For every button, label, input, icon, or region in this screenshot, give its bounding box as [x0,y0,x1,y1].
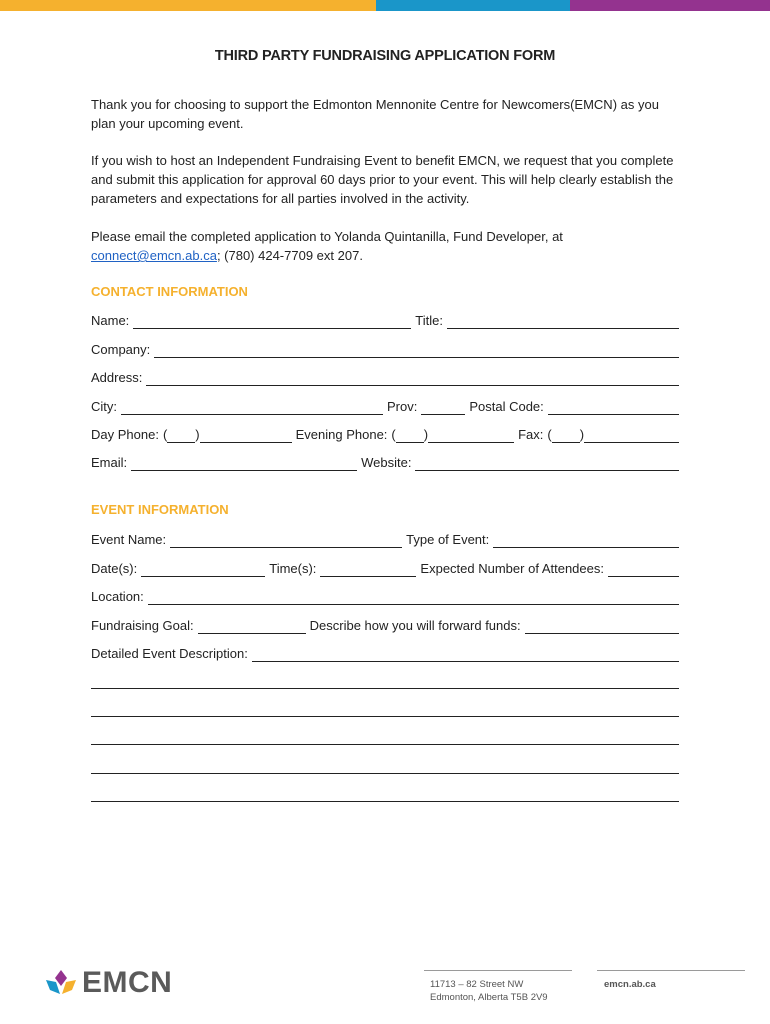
times-field[interactable] [320,562,416,577]
prov-field[interactable] [421,400,465,415]
description-line-1[interactable] [91,688,679,689]
phone-fax-row: Day Phone: ( ) Evening Phone: ( ) Fax: ( ) [91,425,679,443]
fax-label: Fax: [518,427,544,442]
name-label: Name: [91,313,130,328]
maple-leaf-icon [44,968,78,998]
forward-funds-label: Describe how you will forward funds: [309,618,521,633]
city-prov-postal-row [91,397,679,415]
attendees-label: Expected Number of Attendees: [420,561,604,576]
company-field[interactable] [154,343,679,358]
top-color-bar [0,0,770,11]
date-time-attendees-row [91,559,679,577]
emcn-logo [44,966,172,1000]
city-label: City: [91,399,117,414]
intro-paragraph-3 [91,227,681,265]
footer-divider-left [424,970,572,971]
postal-code-label: Postal Code: [469,399,544,414]
email-label: Email: [91,455,128,470]
event-type-field[interactable] [493,533,679,548]
postal-code-field[interactable] [548,400,679,415]
name-title-row [91,311,679,329]
dates-field[interactable] [141,562,265,577]
prov-label: Prov: [387,399,418,414]
top-bar-purple [570,0,770,11]
fax-field[interactable] [584,428,679,443]
event-type-label: Type of Event: [406,532,490,547]
description-line-4[interactable] [91,773,679,774]
day-phone-area-code[interactable] [167,428,195,443]
top-bar-orange [0,0,376,11]
day-phone-field[interactable] [200,428,292,443]
form-title: THIRD PARTY FUNDRAISING APPLICATION FORM [214,48,556,64]
dates-label: Date(s): [91,561,138,576]
address-line-1: 11713 – 82 Street NW [430,979,524,990]
company-row [91,340,679,358]
intro-paragraph-3-text: Please email the completed application to Yolanda Quintanilla, Fund Developer, at [91,229,563,244]
description-row [91,644,679,662]
website-field[interactable] [415,456,679,471]
intro-paragraph-2: If you wish to host an Independent Fundraising Event to benefit EMCN, we request that you complete and submit this application for approval 60 days prior to your event. This will help clearly establish the parameters and expectations for all parties involved in the activity. [91,153,674,206]
city-field[interactable] [121,400,383,415]
fundraising-goal-field[interactable] [198,619,306,634]
attendees-field[interactable] [608,562,679,577]
email-link[interactable]: connect@emcn.ab.ca [91,248,217,263]
day-phone-label: Day Phone: [91,427,159,442]
event-name-type-row [91,530,679,548]
footer-divider-right [597,970,745,971]
address-line-2: Edmonton, Alberta T5B 2V9 [430,992,548,1003]
email-website-row [91,453,679,471]
address-label: Address: [91,370,143,385]
evening-phone-area-code[interactable] [396,428,424,443]
title-field[interactable] [447,314,679,329]
address-row [91,368,679,386]
forward-funds-field[interactable] [525,619,679,634]
title-label: Title: [415,313,443,328]
location-label: Location: [91,589,144,604]
website-label: Website: [361,455,412,470]
event-name-label: Event Name: [91,532,167,547]
intro-paragraph-1: Thank you for choosing to support the Edmonton Mennonite Centre for Newcomers(EMCN) as you plan your upcoming event. [91,97,659,131]
evening-phone-field[interactable] [428,428,514,443]
event-section-heading: EVENT INFORMATION [91,502,229,517]
location-row [91,587,679,605]
location-field[interactable] [148,590,679,605]
name-field[interactable] [133,314,411,329]
footer-website[interactable]: emcn.ab.ca [604,979,656,990]
contact-section-heading: CONTACT INFORMATION [91,284,248,299]
description-line-2[interactable] [91,716,679,717]
description-field[interactable] [252,647,679,662]
fax-area-code[interactable] [552,428,580,443]
fundraising-goal-label: Fundraising Goal: [91,618,194,633]
goal-forward-row [91,616,679,634]
times-label: Time(s): [269,561,317,576]
intro-paragraph-3-tail: ; (780) 424-7709 ext 207. [216,248,363,263]
event-name-field[interactable] [170,533,402,548]
address-field[interactable] [146,371,679,386]
company-label: Company: [91,342,151,357]
top-bar-blue [376,0,570,11]
description-line-5[interactable] [91,801,679,802]
email-field[interactable] [131,456,357,471]
description-line-3[interactable] [91,744,679,745]
description-label: Detailed Event Description: [91,646,248,661]
logo-text: EMCN [82,966,173,999]
evening-phone-label: Evening Phone: [295,427,388,442]
footer-address [430,978,548,1004]
